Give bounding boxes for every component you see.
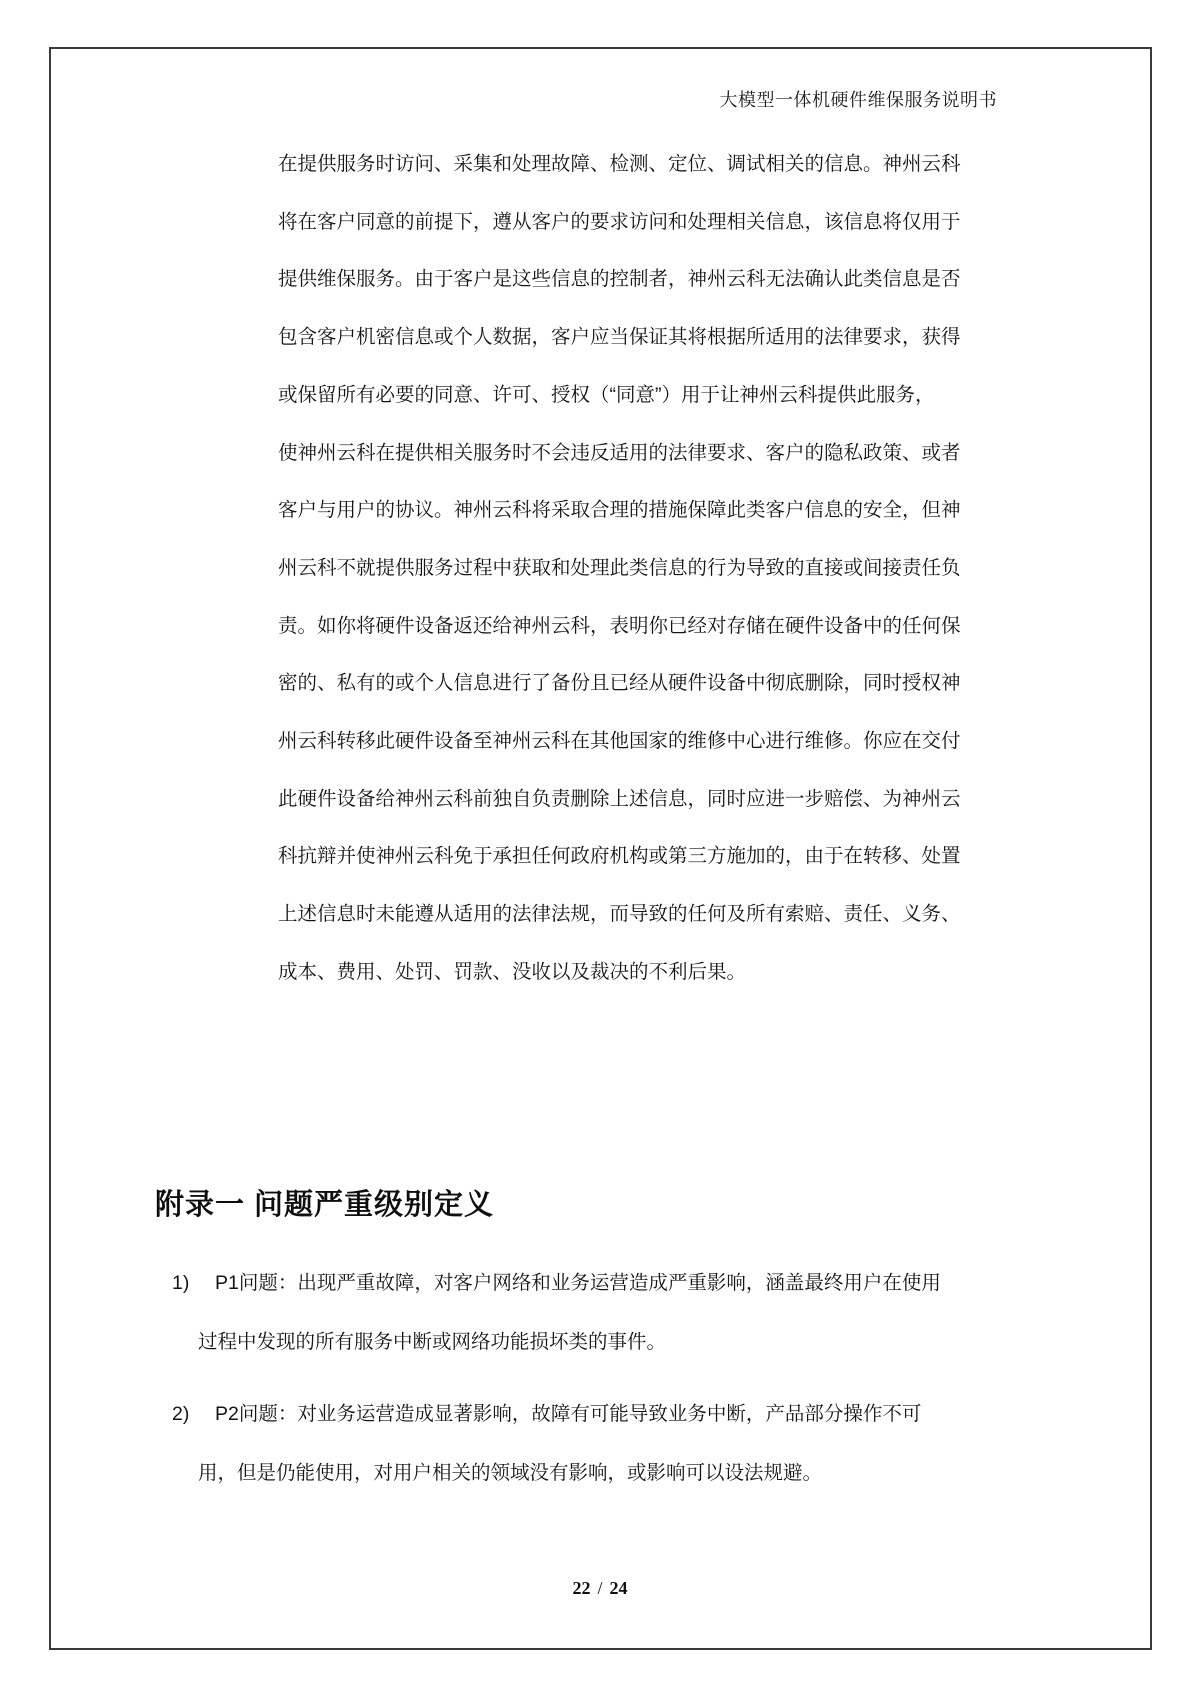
list-item-continuation: 过程中发现的所有服务中断或网络功能损坏类的事件。	[198, 1331, 667, 1353]
page-header	[0, 86, 997, 112]
list-item-first-line	[172, 1385, 1002, 1444]
appendix-heading: 附录一 问题严重级别定义	[155, 1189, 495, 1221]
body-line: 成本、费用、处罚、罚款、没收以及裁决的不利后果。	[278, 960, 747, 983]
body-line: 包含客户机密信息或个人数据，客户应当保证其将根据所适用的法律要求，获得	[278, 326, 961, 349]
appendix-list	[172, 1254, 1002, 1516]
current-page-number: 22	[572, 1578, 591, 1598]
list-item-number: 2)	[172, 1403, 190, 1425]
body-paragraph	[278, 136, 978, 1002]
page-number-separator: /	[597, 1578, 603, 1598]
body-line: 上述信息时未能遵从适用的法律法规，而导致的任何及所有索赔、责任、义务、	[278, 903, 961, 926]
list-item	[172, 1254, 1002, 1372]
list-item-number: 1)	[172, 1272, 190, 1294]
body-line: 在提供服务时访问、采集和处理故障、检测、定位、调试相关的信息。神州云科	[278, 153, 961, 175]
document-title: 大模型一体机硬件维保服务说明书	[719, 90, 997, 110]
body-line: 使神州云科在提供相关服务时不会违反适用的法律要求、客户的隐私政策、或者	[278, 441, 961, 464]
body-line: 州云科不就提供服务过程中获取和处理此类信息的行为导致的直接或间接责任负	[278, 556, 961, 579]
page-footer	[0, 1578, 1200, 1599]
body-line: 提供维保服务。由于客户是这些信息的控制者，神州云科无法确认此类信息是否	[278, 268, 961, 291]
body-line: 责。如你将硬件设备返还给神州云科，表明你已经对存储在硬件设备中的任何保	[278, 614, 961, 637]
body-line: 客户与用户的协议。神州云科将采取合理的措施保障此类客户信息的安全，但神	[278, 499, 961, 522]
body-line: 州云科转移此硬件设备至神州云科在其他国家的维修中心进行维修。你应在交付	[278, 730, 961, 753]
list-item	[172, 1385, 1002, 1503]
list-item-text: P2问题：对业务运营造成显著影响，故障有可能导致业务中断，产品部分操作不可	[215, 1403, 922, 1425]
list-item-continuation: 用，但是仍能使用，对用户相关的领域没有影响，或影响可以设法规避。	[198, 1462, 823, 1484]
total-page-number: 24	[609, 1578, 628, 1598]
list-item-text: P1问题：出现严重故障，对客户网络和业务运营造成严重影响，涵盖最终用户在使用	[215, 1272, 941, 1294]
body-line: 此硬件设备给神州云科前独自负责删除上述信息，同时应进一步赔偿、为神州云	[278, 787, 961, 810]
body-line: 密的、私有的或个人信息进行了备份且已经从硬件设备中彻底删除，同时授权神	[278, 672, 961, 695]
list-item-first-line	[172, 1254, 1002, 1313]
body-line: 将在客户同意的前提下，遵从客户的要求访问和处理相关信息，该信息将仅用于	[278, 210, 961, 233]
body-line: 科抗辩并使神州云科免于承担任何政府机构或第三方施加的，由于在转移、处置	[278, 845, 961, 868]
body-line: 或保留所有必要的同意、许可、授权（“同意”）用于让神州云科提供此服务，	[278, 383, 935, 406]
